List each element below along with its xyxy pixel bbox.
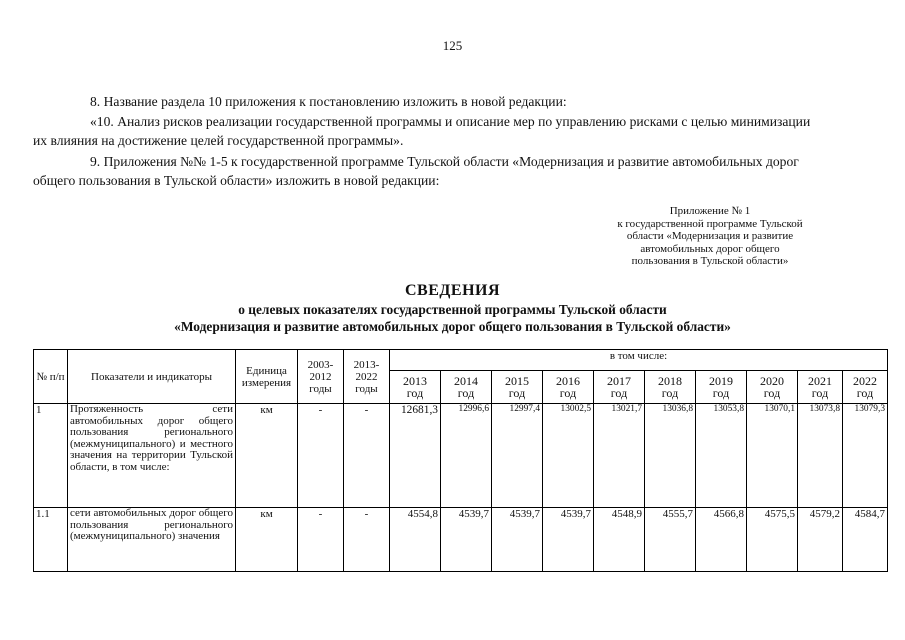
row-period-2003-2012: - [298,508,344,572]
page-number: 125 [442,38,463,53]
row-value: 4575,5 [747,508,798,572]
row-value: 12997,4 [492,404,543,508]
indicators-table [33,349,888,572]
header-year: 2020 год [747,371,798,404]
row-value: 4539,7 [492,508,543,572]
table-row [34,404,888,508]
header-year: 2016 год [543,371,594,404]
table-row [34,508,888,572]
row-value: 4539,7 [543,508,594,572]
paragraph-10-line1: «10. Анализ рисков реализации государственной программы и описание мер по управлению рисками с целью минимизации [90,114,811,129]
row-value: 4566,8 [696,508,747,572]
header-year: 2022 год [843,371,888,404]
row-value: 13036,8 [645,404,696,508]
header-year: 2018 год [645,371,696,404]
row-value: 13021,7 [594,404,645,508]
header-period-2013-2022: 2013-2022 годы [344,350,390,404]
header-year: 2021 год [798,371,843,404]
row-unit: км [236,404,298,508]
appendix-line: к государственной программе Тульской [617,217,803,230]
header-indicator: Показатели и индикаторы [68,350,236,404]
paragraph-8: 8. Название раздела 10 приложения к постановлению изложить в новой редакции: [90,94,567,109]
row-num: 1.1 [34,508,68,572]
header-year: 2017 год [594,371,645,404]
row-value: 4539,7 [441,508,492,572]
row-indicator: Протяженность сети автомобильных дорог общего пользования регионального (межмуниципального) и местного значения на территории Тульской области, в том числе: [68,404,236,508]
row-value: 4584,7 [843,508,888,572]
row-value: 13053,8 [696,404,747,508]
paragraph-10-line2: их влияния на достижение целей государственной программы». [33,133,404,148]
row-value: 12681,3 [390,404,441,508]
row-value: 4555,7 [645,508,696,572]
header-year: 2014 год [441,371,492,404]
header-num: № п/п [34,350,68,404]
row-indicator: сети автомобильных дорог общего пользования регионального (межмуниципального) значения [68,508,236,572]
heading-line1: о целевых показателях государственной программы Тульской области [238,302,667,317]
row-value: 13073,8 [798,404,843,508]
row-value: 13070,1 [747,404,798,508]
paragraph-9-line2: общего пользования в Тульской области» изложить в новой редакции: [33,173,440,188]
heading-line2: «Модернизация и развитие автомобильных дорог общего пользования в Тульской области» [174,319,731,334]
row-value: 12996,6 [441,404,492,508]
row-period-2013-2022: - [344,508,390,572]
row-value: 13002,5 [543,404,594,508]
row-value: 4548,9 [594,508,645,572]
appendix-line: Приложение № 1 [669,205,751,217]
heading-title: СВЕДЕНИЯ [404,282,501,299]
row-value: 4579,2 [798,508,843,572]
document-heading [0,281,905,335]
row-unit: км [236,508,298,572]
appendix-line: пользования в Тульской области» [631,255,789,268]
appendix-line: автомобильных дорог общего [640,242,780,255]
row-value: 13079,3 [843,404,888,508]
header-year: 2013 год [390,371,441,404]
paragraph-9-line1: 9. Приложения №№ 1-5 к государственной программе Тульской области «Модернизация и развитие автомобильных дорог [90,154,799,169]
row-period-2013-2022: - [344,404,390,508]
row-value: 4554,8 [390,508,441,572]
row-period-2003-2012: - [298,404,344,508]
header-year: 2015 год [492,371,543,404]
header-period-2003-2012: 2003-2012 годы [298,350,344,404]
row-num: 1 [34,404,68,508]
appendix-line: области «Модернизация и развитие [626,230,794,243]
header-year: 2019 год [696,371,747,404]
header-unit: Единица измерения [236,350,298,404]
appendix-note [595,205,825,268]
header-including: в том числе: [390,350,888,371]
